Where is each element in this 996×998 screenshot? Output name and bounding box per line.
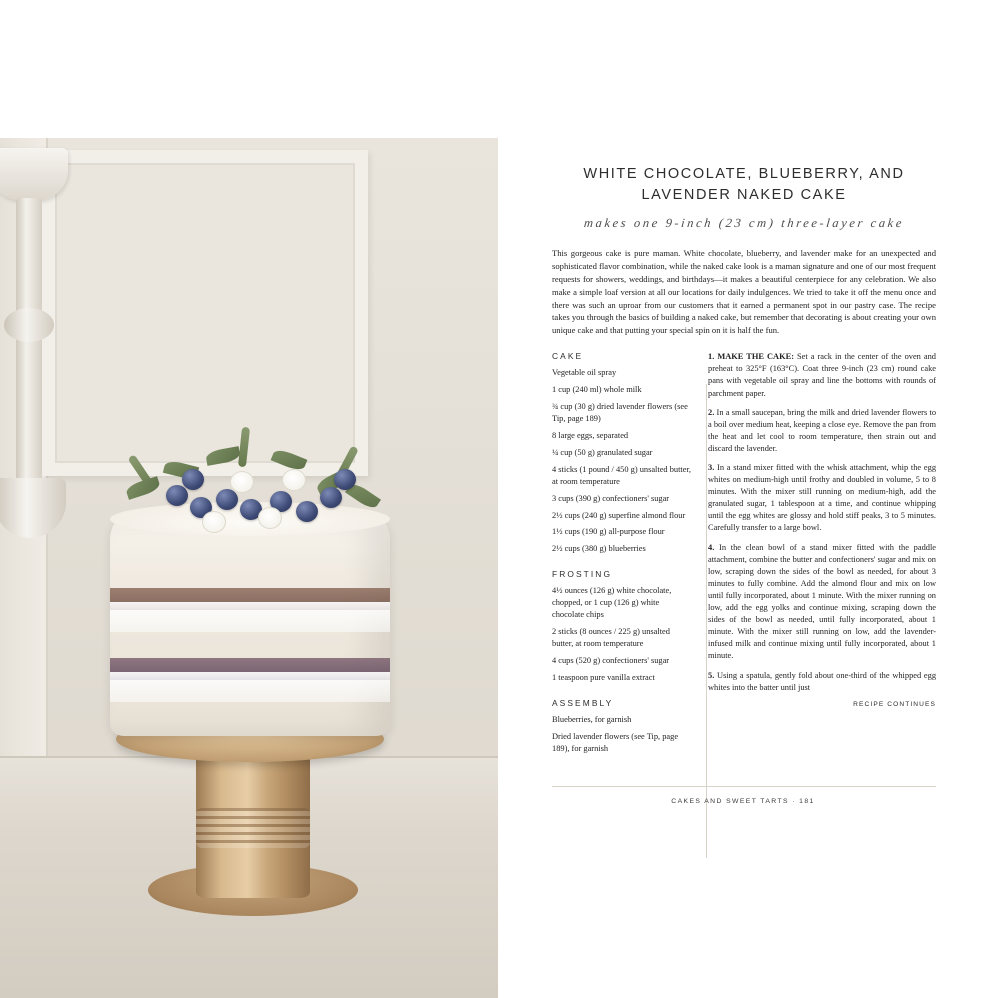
method-step <box>708 462 936 535</box>
recipe-columns <box>552 351 936 759</box>
blueberry <box>182 469 204 490</box>
step-number: 3. <box>708 463 715 473</box>
blueberry <box>166 485 188 506</box>
ingredient-item: Vegetable oil spray <box>552 368 617 378</box>
pedestal-urn <box>0 148 78 788</box>
step-text: In the clean bowl of a stand mixer fitted with the paddle attachment, combine the butter and confectioners' sugar and mix on low, scraping down the sides of the bowl as needed, for about 3 minutes to fully combine. Add the almond flour and mix on low until fully incorporated, about 1 minute. With the mixer running on low, add the egg yolks and continue mixing, scraping down the sides of the bowl as needed, until fully incorporated, about 1 minute. With the mixer still running on low, add the lavender-infused milk and continue mixing until fully incorporated, about 1 minute. <box>708 542 937 661</box>
ingredient-item: ¼ cup (50 g) granulated sugar <box>552 447 653 457</box>
cake-photograph <box>0 138 498 998</box>
white-flower <box>258 507 282 529</box>
section-heading-frosting: FROSTING <box>552 569 613 580</box>
blueberry <box>320 487 342 508</box>
method-step <box>708 351 936 399</box>
recipe-title: WHITE CHOCOLATE, BLUEBERRY, AND LAVENDER NAKED CAKE <box>583 166 905 204</box>
recipe-page <box>520 138 966 998</box>
frosting-smear <box>110 602 390 632</box>
method-step <box>708 407 936 455</box>
method-step <box>708 542 936 663</box>
urn-knob <box>4 308 54 342</box>
cake-garnish <box>120 423 384 543</box>
ingredient-item: 1 cup (240 ml) whole milk <box>552 385 642 395</box>
step-number: 1. <box>708 352 715 362</box>
step-number: 2. <box>708 407 715 417</box>
ingredient-item: 1 teaspoon pure vanilla extract <box>552 672 655 682</box>
leaf <box>125 476 162 500</box>
white-flower <box>282 469 306 491</box>
recipe-body <box>552 164 936 760</box>
recipe-continues-label: RECIPE CONTINUES <box>853 700 936 708</box>
urn-cup <box>0 148 68 200</box>
ingredient-item: 4½ ounces (126 g) white chocolate, chopped, or 1 cup (126 g) white chocolate chips <box>552 586 672 620</box>
ingredient-item: 4 sticks (1 pound / 450 g) unsalted butter, at room temperature <box>552 464 691 486</box>
ingredient-item: Blueberries, for garnish <box>552 714 632 724</box>
blueberry <box>216 489 238 510</box>
step-text: Set a rack in the center of the oven and preheat to 325°F (163°C). Coat three 9-inch (23 cm) round cake pans with vegetable oil spray and line the bottoms with rounds of parchment paper. <box>708 352 936 398</box>
cake-stand-rings <box>196 808 310 848</box>
leaf <box>205 446 241 466</box>
folio-rule <box>552 786 936 787</box>
photo-page <box>0 138 498 998</box>
method-step <box>708 670 936 694</box>
greenery-sprig <box>238 427 250 468</box>
naked-cake <box>110 516 390 736</box>
ingredients-column <box>552 351 692 759</box>
ingredient-item: 2½ cups (380 g) blueberries <box>552 544 646 554</box>
step-lead: MAKE THE CAKE: <box>717 352 794 362</box>
ingredient-item: 4 cups (520 g) confectioners' sugar <box>552 655 670 665</box>
ingredient-item: Dried lavender flowers (see Tip, page 189), for garnish <box>552 731 679 753</box>
step-text: In a small saucepan, bring the milk and dried lavender flowers to a boil over medium heat, keeping a close eye. Remove the pan from the heat and let cool to room temperature, then strain out and discard the lavender. <box>708 407 937 453</box>
step-number: 4. <box>708 542 715 552</box>
ingredient-item: 3 cups (390 g) confectioners' sugar <box>552 493 670 503</box>
section-heading-assembly: ASSEMBLY <box>552 697 614 708</box>
urn-foot <box>0 478 66 538</box>
step-number: 5. <box>708 670 715 680</box>
page-folio: CAKES AND SWEET TARTS · 181 <box>671 798 815 805</box>
ingredient-item: 2½ cups (240 g) superfine almond flour <box>552 510 686 520</box>
recipe-yield: makes one 9-inch (23 cm) three-layer cake <box>583 216 905 231</box>
section-heading-cake: CAKE <box>552 351 584 362</box>
ingredient-item: 2 sticks (8 ounces / 225 g) unsalted butter, at room temperature <box>552 627 670 649</box>
frosting-smear <box>110 672 390 702</box>
urn-stem <box>16 198 42 498</box>
ingredient-item: ¾ cup (30 g) dried lavender flowers (see Tip, page 189) <box>552 402 688 424</box>
step-text: In a stand mixer fitted with the whisk attachment, whip the egg whites on medium-high until frothy and doubled in volume, 5 to 8 minutes. With the mixer still running on medium-high, add the granulated sugar, 1 tablespoon at a time, and continue whipping until the egg whites are glossy and hold stiff peaks, 3 to 5 minutes. Carefully transfer to a large bowl. <box>708 463 937 533</box>
blueberry <box>334 469 356 490</box>
step-text: Using a spatula, gently fold about one-third of the whipped egg whites into the batter until just <box>708 670 937 692</box>
ingredient-item: 1½ cups (190 g) all-purpose flour <box>552 527 665 537</box>
blueberry <box>296 501 318 522</box>
ingredient-item: 8 large eggs, separated <box>552 430 629 440</box>
recipe-headnote: This gorgeous cake is pure maman. White chocolate, blueberry, and lavender make for an unexpected and sophisticated flavor combination, while the naked cake look is a maman signature and one of our most frequent requests for showers, weddings, and birthdays—it makes a beautiful centerpiece for any celebration. We also make a simple loaf version at all our locations for daily indulgences. We tried to take it off the menu once and there was such an uproar from our customers that it earned a permanent spot in our pastry case. The recipe takes you through the basics of building a naked cake, but remember that decorating is about creating your own unique cake and that putting your special spin on it is half the fun. <box>552 248 936 336</box>
white-flower <box>230 471 254 493</box>
method-column <box>708 351 936 759</box>
white-flower <box>202 511 226 533</box>
